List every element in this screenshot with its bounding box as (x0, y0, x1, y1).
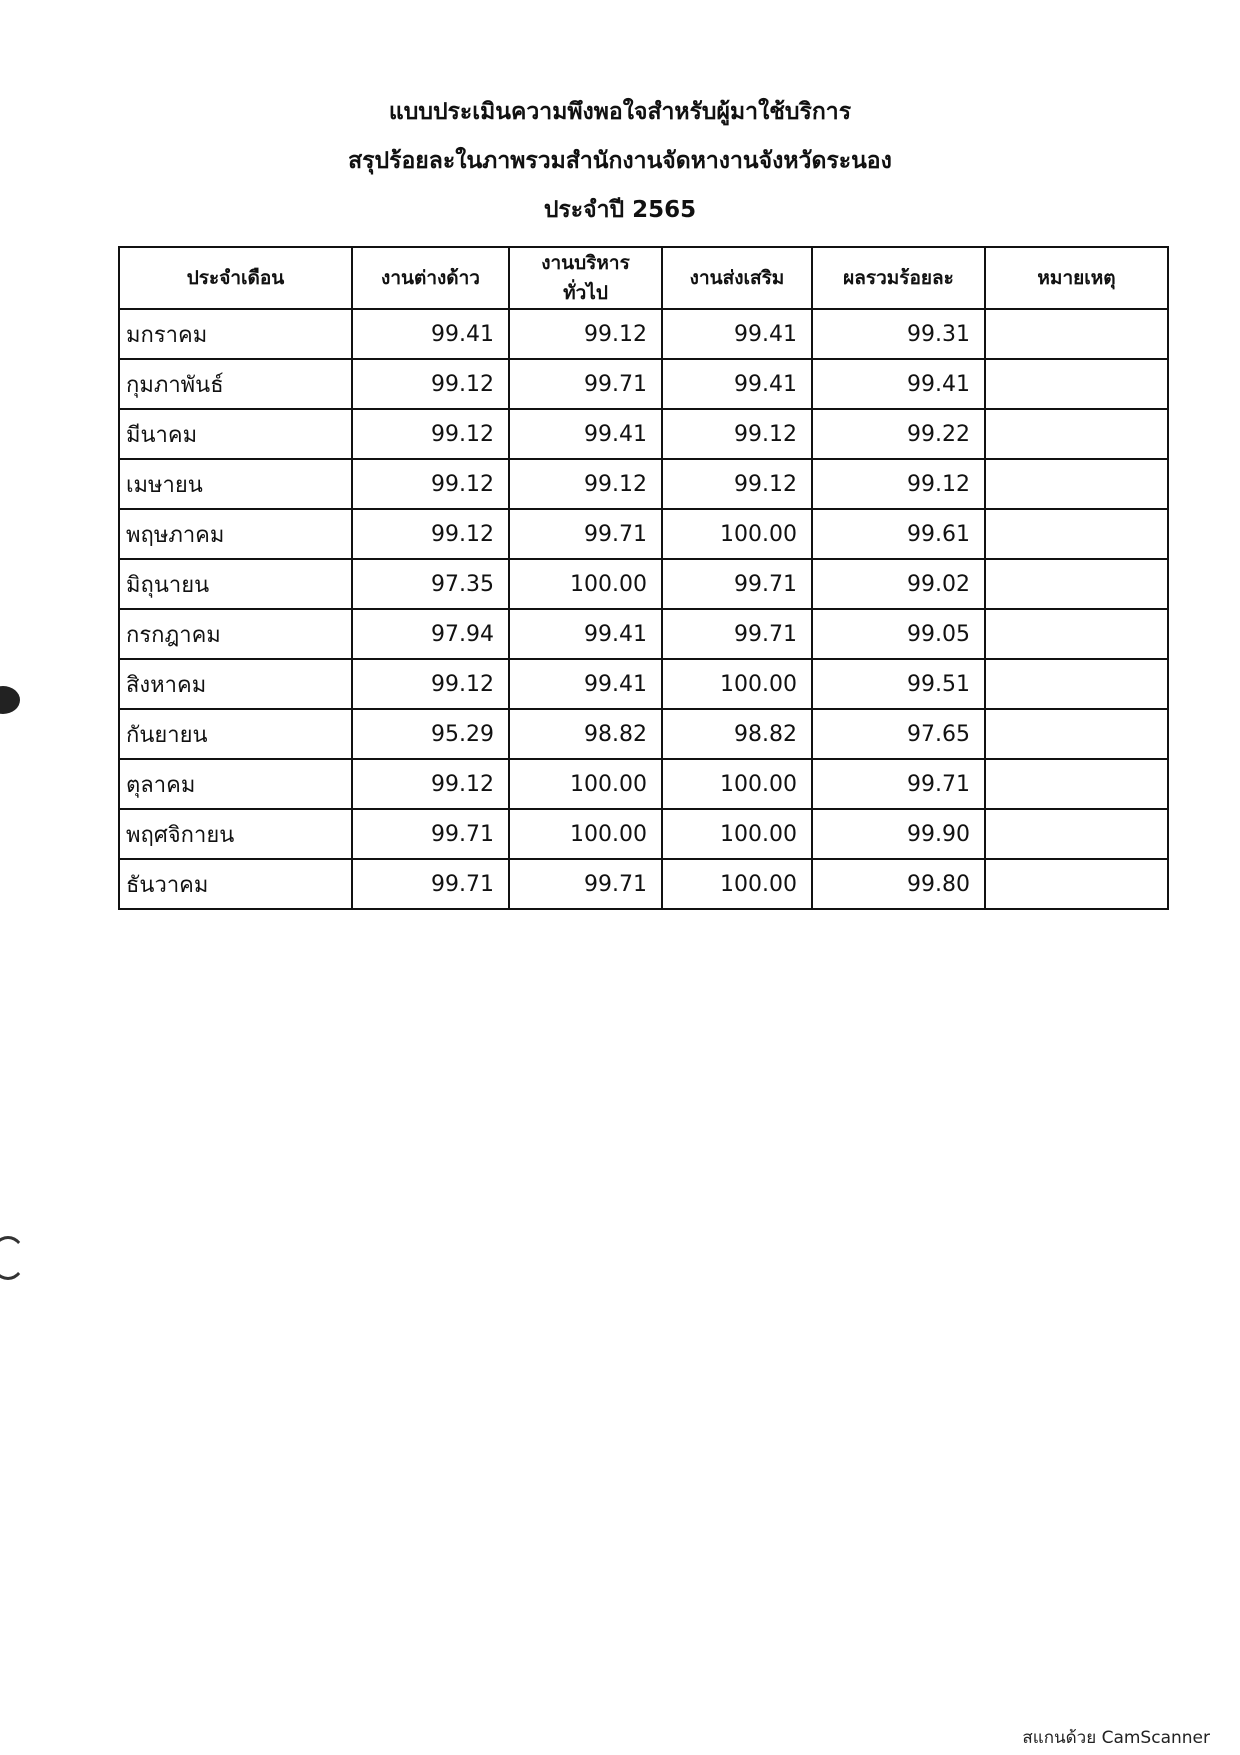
punch-hole-shadow-upper (0, 686, 20, 714)
promotion-cell: 99.71 (662, 609, 812, 659)
note-cell (985, 659, 1168, 709)
promotion-cell: 99.41 (662, 359, 812, 409)
promotion-cell: 99.12 (662, 409, 812, 459)
table-row (119, 459, 1168, 509)
title-line-3: ประจำปี 2565 (543, 197, 697, 223)
table-row (119, 609, 1168, 659)
note-cell (985, 309, 1168, 359)
promotion-cell: 99.71 (662, 559, 812, 609)
foreign-cell: 99.12 (352, 509, 509, 559)
header-general-admin: งานบริหารทั่วไป (509, 247, 662, 309)
table-row (119, 709, 1168, 759)
admin-cell: 100.00 (509, 559, 662, 609)
table-row (119, 659, 1168, 709)
admin-cell: 99.41 (509, 609, 662, 659)
total-cell: 99.80 (812, 859, 985, 909)
note-cell (985, 709, 1168, 759)
foreign-cell: 99.41 (352, 309, 509, 359)
month-cell: พฤศจิกายน (119, 809, 352, 859)
total-cell: 99.22 (812, 409, 985, 459)
month-cell: มกราคม (119, 309, 352, 359)
header-remarks: หมายเหตุ (985, 247, 1168, 309)
note-cell (985, 759, 1168, 809)
admin-cell: 99.41 (509, 409, 662, 459)
header-foreign-worker: งานต่างด้าว (352, 247, 509, 309)
foreign-cell: 99.12 (352, 759, 509, 809)
note-cell (985, 809, 1168, 859)
promotion-cell: 99.12 (662, 459, 812, 509)
foreign-cell: 97.94 (352, 609, 509, 659)
admin-cell: 99.12 (509, 459, 662, 509)
promotion-cell: 100.00 (662, 759, 812, 809)
total-cell: 99.51 (812, 659, 985, 709)
month-cell: เมษายน (119, 459, 352, 509)
month-cell: ธันวาคม (119, 859, 352, 909)
total-cell: 99.12 (812, 459, 985, 509)
table-row (119, 809, 1168, 859)
table-header-row (119, 247, 1168, 309)
document-header (0, 98, 1240, 245)
table-row (119, 409, 1168, 459)
month-cell: สิงหาคม (119, 659, 352, 709)
admin-cell: 99.71 (509, 509, 662, 559)
note-cell (985, 509, 1168, 559)
admin-cell: 99.41 (509, 659, 662, 709)
total-cell: 99.02 (812, 559, 985, 609)
admin-cell: 100.00 (509, 759, 662, 809)
foreign-cell: 99.12 (352, 659, 509, 709)
foreign-cell: 99.12 (352, 359, 509, 409)
total-cell: 97.65 (812, 709, 985, 759)
header-total-percent: ผลรวมร้อยละ (812, 247, 985, 309)
note-cell (985, 459, 1168, 509)
note-cell (985, 859, 1168, 909)
total-cell: 99.31 (812, 309, 985, 359)
admin-cell: 100.00 (509, 809, 662, 859)
admin-cell: 99.12 (509, 309, 662, 359)
title-line-1: แบบประเมินความพึงพอใจสำหรับผู้มาใช้บริการ (388, 99, 852, 125)
admin-cell: 99.71 (509, 859, 662, 909)
promotion-cell: 100.00 (662, 509, 812, 559)
table-row (119, 509, 1168, 559)
total-cell: 99.61 (812, 509, 985, 559)
header-promotion: งานส่งเสริม (662, 247, 812, 309)
total-cell: 99.71 (812, 759, 985, 809)
note-cell (985, 609, 1168, 659)
note-cell (985, 559, 1168, 609)
promotion-cell: 99.41 (662, 309, 812, 359)
month-cell: พฤษภาคม (119, 509, 352, 559)
month-cell: มีนาคม (119, 409, 352, 459)
table-row (119, 359, 1168, 409)
table-row (119, 559, 1168, 609)
note-cell (985, 409, 1168, 459)
admin-cell: 99.71 (509, 359, 662, 409)
promotion-cell: 100.00 (662, 859, 812, 909)
foreign-cell: 97.35 (352, 559, 509, 609)
month-cell: ตุลาคม (119, 759, 352, 809)
satisfaction-summary-table (118, 246, 1169, 910)
promotion-cell: 100.00 (662, 809, 812, 859)
table-row (119, 859, 1168, 909)
foreign-cell: 95.29 (352, 709, 509, 759)
foreign-cell: 99.12 (352, 409, 509, 459)
table-row (119, 309, 1168, 359)
note-cell (985, 359, 1168, 409)
header-month: ประจำเดือน (119, 247, 352, 309)
month-cell: กุมภาพันธ์ (119, 359, 352, 409)
scanner-watermark: สแกนด้วย CamScanner (1022, 1728, 1210, 1748)
punch-hole-shadow-lower (0, 1236, 26, 1280)
foreign-cell: 99.12 (352, 459, 509, 509)
total-cell: 99.05 (812, 609, 985, 659)
month-cell: กรกฎาคม (119, 609, 352, 659)
total-cell: 99.41 (812, 359, 985, 409)
total-cell: 99.90 (812, 809, 985, 859)
foreign-cell: 99.71 (352, 859, 509, 909)
admin-cell: 98.82 (509, 709, 662, 759)
promotion-cell: 100.00 (662, 659, 812, 709)
title-line-2: สรุปร้อยละในภาพรวมสำนักงานจัดหางานจังหวัดระนอง (348, 148, 892, 174)
foreign-cell: 99.71 (352, 809, 509, 859)
promotion-cell: 98.82 (662, 709, 812, 759)
table-row (119, 759, 1168, 809)
month-cell: มิถุนายน (119, 559, 352, 609)
month-cell: กันยายน (119, 709, 352, 759)
